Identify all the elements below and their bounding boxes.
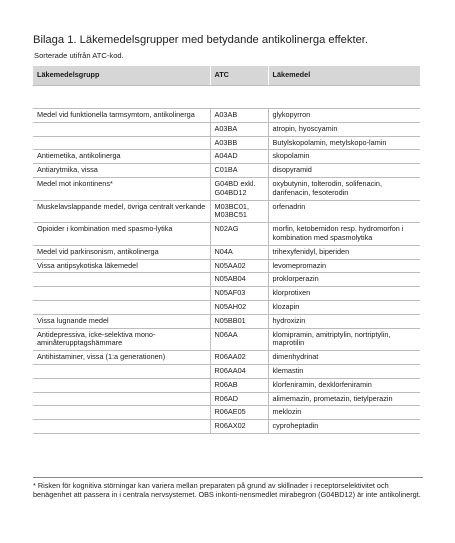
table-row xyxy=(33,164,420,178)
document-subtitle: Sorterade utifrån ATC-kod. xyxy=(34,51,124,60)
drug-group-cell xyxy=(33,287,210,301)
table-row xyxy=(33,259,420,273)
atc-code-cell: N05AA02 xyxy=(210,259,268,273)
drug-name-cell: klorprotixen xyxy=(268,287,420,301)
table-body xyxy=(33,86,420,434)
atc-code-cell: A03BA xyxy=(210,122,268,136)
drug-name-cell: skopolamin xyxy=(268,150,420,164)
atc-code-cell: R06AA04 xyxy=(210,364,268,378)
table-row xyxy=(33,287,420,301)
atc-code-cell: N05AF03 xyxy=(210,287,268,301)
drug-group-cell xyxy=(33,300,210,314)
atc-code-cell: C01BA xyxy=(210,164,268,178)
atc-code-cell: R06AX02 xyxy=(210,420,268,434)
drug-group-cell: Medel vid parkinsonism, antikolinerga xyxy=(33,245,210,259)
header-drug: Läkemedel xyxy=(268,66,420,86)
table-header-row xyxy=(33,66,420,86)
table-row xyxy=(33,328,420,351)
atc-code-cell: G04BD exkl. G04BD12 xyxy=(210,177,268,200)
drug-name-cell: trihexyfenidyl, biperiden xyxy=(268,245,420,259)
drug-group-cell xyxy=(33,136,210,150)
drug-group-cell xyxy=(33,273,210,287)
drug-group-cell: Medel mot inkontinens* xyxy=(33,177,210,200)
table-row xyxy=(33,150,420,164)
table-row xyxy=(33,177,420,200)
drug-name-cell: orfenadrin xyxy=(268,200,420,223)
drug-name-cell: hydroxizin xyxy=(268,314,420,328)
drug-group-cell: Antiemetika, antikolinerga xyxy=(33,150,210,164)
table-row xyxy=(33,245,420,259)
drug-group-cell xyxy=(33,364,210,378)
table-row xyxy=(33,351,420,365)
table-spacer-row xyxy=(33,86,420,109)
drug-group-cell: Medel vid funktionella tarmsymtom, antikolinerga xyxy=(33,109,210,123)
drug-name-cell: atropin, hyoscyamin xyxy=(268,122,420,136)
drug-name-cell: klozapin xyxy=(268,300,420,314)
table-row xyxy=(33,223,420,246)
atc-code-cell: R06AA02 xyxy=(210,351,268,365)
drug-name-cell: disopyramid xyxy=(268,164,420,178)
header-atc: ATC xyxy=(210,66,268,86)
header-drug-group: Läkemedelsgrupp xyxy=(33,66,210,86)
drug-group-cell: Vissa antipsykotiska läkemedel xyxy=(33,259,210,273)
drug-name-cell: dimenhydrinat xyxy=(268,351,420,365)
atc-code-cell: A04AD xyxy=(210,150,268,164)
atc-code-cell: R06AD xyxy=(210,392,268,406)
drug-name-cell: levomepromazin xyxy=(268,259,420,273)
table-row xyxy=(33,200,420,223)
drug-group-cell: Muskelavslappande medel, övriga centralt verkande xyxy=(33,200,210,223)
atc-code-cell: N02AG xyxy=(210,223,268,246)
drug-group-cell: Opioider i kombination med spasmo-lytika xyxy=(33,223,210,246)
drug-name-cell: klemastin xyxy=(268,364,420,378)
drug-group-cell xyxy=(33,420,210,434)
drug-group-cell: Antidepressiva, icke-selektiva mono-aminåterupptagshämmare xyxy=(33,328,210,351)
atc-code-cell: M03BC01, M03BC51 xyxy=(210,200,268,223)
drug-name-cell: alimemazin, prometazin, tietylperazin xyxy=(268,392,420,406)
atc-code-cell: N05AB04 xyxy=(210,273,268,287)
drug-name-cell: glykopyrron xyxy=(268,109,420,123)
table-row xyxy=(33,273,420,287)
atc-code-cell: R06AE05 xyxy=(210,406,268,420)
atc-code-cell: R06AB xyxy=(210,378,268,392)
drug-name-cell: meklozin xyxy=(268,406,420,420)
table-row xyxy=(33,122,420,136)
atc-code-cell: N06AA xyxy=(210,328,268,351)
table-row xyxy=(33,314,420,328)
drug-name-cell: klomipramin, amitriptylin, nortriptylin, maprotilin xyxy=(268,328,420,351)
drug-name-cell: cyproheptadin xyxy=(268,420,420,434)
drug-group-cell: Antiarytmika, vissa xyxy=(33,164,210,178)
atc-code-cell: N04A xyxy=(210,245,268,259)
drug-group-cell xyxy=(33,392,210,406)
atc-code-cell: A03BB xyxy=(210,136,268,150)
drug-name-cell: klorfeniramin, dexklorfeniramin xyxy=(268,378,420,392)
drug-name-cell: morfin, ketobemidon resp. hydromorfon i kombination med spasmolytika xyxy=(268,223,420,246)
footnote: * Risken för kognitiva störningar kan variera mellan preparaten på grund av skillnader i receptorselektivitet och benägenhet att passera in i centrala nervsystemet. OBS inkonti-nensmedlet mirabegron (G04BD12) är inte antikolinergt. xyxy=(33,477,423,499)
table-row xyxy=(33,300,420,314)
atc-code-cell: A03AB xyxy=(210,109,268,123)
drug-group-cell xyxy=(33,406,210,420)
table-row xyxy=(33,136,420,150)
document-title: Bilaga 1. Läkemedelsgrupper med betydande antikolinerga effekter. xyxy=(33,34,369,46)
table-row xyxy=(33,392,420,406)
table-row xyxy=(33,109,420,123)
drug-name-cell: proklorperazin xyxy=(268,273,420,287)
table-row xyxy=(33,364,420,378)
table-row xyxy=(33,378,420,392)
table-row xyxy=(33,420,420,434)
atc-code-cell: N05AH02 xyxy=(210,300,268,314)
drug-group-cell xyxy=(33,378,210,392)
drug-group-cell xyxy=(33,122,210,136)
table-row xyxy=(33,406,420,420)
drug-group-cell: Vissa lugnande medel xyxy=(33,314,210,328)
drug-name-cell: oxybutynin, tolterodin, solifenacin, darifenacin, fesoterodin xyxy=(268,177,420,200)
drug-group-cell: Antihistaminer, vissa (1:a generationen) xyxy=(33,351,210,365)
drug-table xyxy=(33,66,420,434)
atc-code-cell: N05BB01 xyxy=(210,314,268,328)
drug-name-cell: Butylskopolamin, metylskopo-lamin xyxy=(268,136,420,150)
